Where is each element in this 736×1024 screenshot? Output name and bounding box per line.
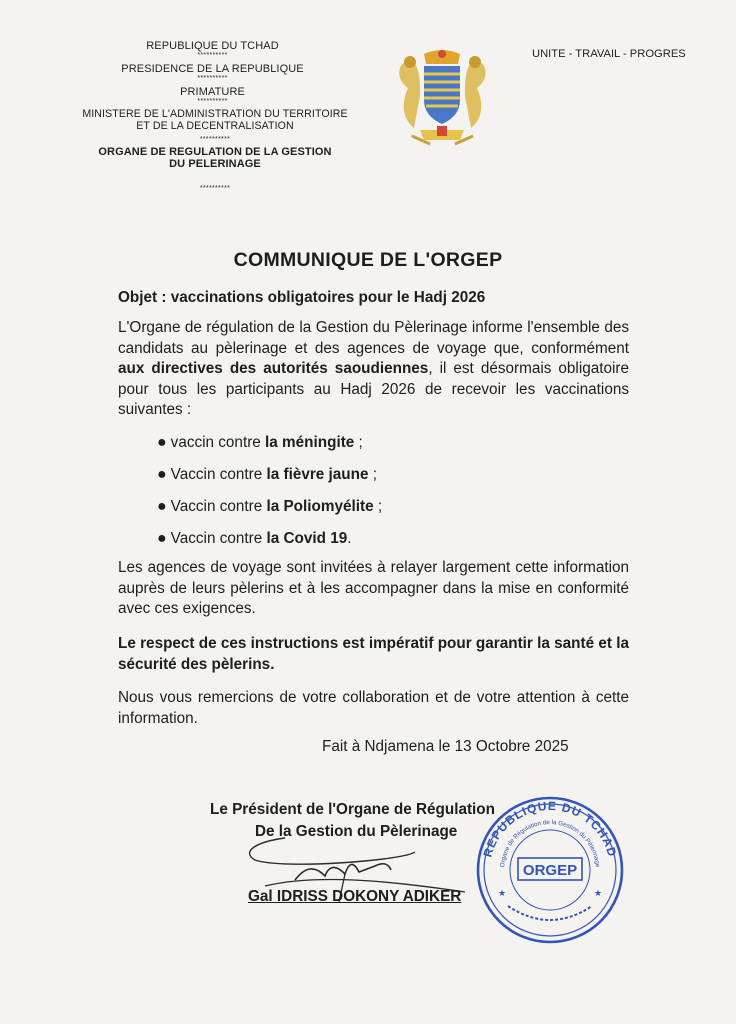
bullet-icon: ● bbox=[157, 466, 167, 483]
vaccine-suffix: . bbox=[347, 530, 352, 547]
bullet-icon: ● bbox=[157, 498, 167, 515]
stamp-inner-text bbox=[499, 819, 601, 868]
thanks-paragraph: Nous vous remercions de votre collaboration et de votre attention à cette information. bbox=[118, 689, 629, 727]
page-title: COMMUNIQUE DE L'ORGEP bbox=[233, 249, 503, 271]
imperative-paragraph: Le respect de ces instructions est impératif pour garantir la santé et la sécurité des pèlerins. bbox=[118, 635, 629, 673]
vaccine-suffix: ; bbox=[373, 498, 383, 515]
signatory-title: De la Gestion du Pèlerinage bbox=[255, 823, 458, 840]
header-ministry: MINISTERE DE L'ADMINISTRATION DU TERRITOIRE bbox=[82, 108, 348, 120]
header-motto: UNITE - TRAVAIL - PROGRES bbox=[532, 48, 686, 60]
header-separator: ********** bbox=[199, 185, 231, 192]
intro-emphasis: aux directives des autorités saoudiennes bbox=[118, 360, 429, 377]
intro-text: , il est désormais obligatoire pour tous les participants au Hadj 2026 de recevoir les vaccinations suivantes : bbox=[118, 360, 629, 418]
header-republic: REPUBLIQUE DU TCHAD bbox=[146, 40, 279, 52]
agencies-paragraph: Les agences de voyage sont invitées à relayer largement cette information auprès de leurs pèlerins et à les accompagner dans la mise en conformité avec ces exigences. bbox=[118, 559, 629, 617]
vaccine-prefix: Vaccin contre bbox=[170, 498, 267, 515]
vaccine-prefix: Vaccin contre bbox=[170, 530, 267, 547]
stamp-center-text: ORGEP bbox=[522, 862, 578, 879]
list-item bbox=[157, 498, 382, 530]
stamp-star: ★ bbox=[498, 889, 507, 899]
vaccine-prefix: Vaccin contre bbox=[170, 466, 267, 483]
bullet-icon: ● bbox=[157, 434, 167, 451]
subject-line: Objet : vaccinations obligatoires pour le Hadj 2026 bbox=[118, 289, 486, 306]
bullet-icon: ● bbox=[157, 530, 167, 547]
signatory-name: Gal IDRISS DOKONY ADIKER bbox=[248, 888, 462, 905]
header-organ: DU PELERINAGE bbox=[169, 158, 261, 170]
vaccine-name: la Covid 19 bbox=[266, 530, 348, 547]
list-item bbox=[157, 466, 382, 498]
vaccine-list bbox=[157, 434, 382, 562]
header-left bbox=[70, 40, 360, 193]
header-separator: ********** bbox=[197, 98, 228, 105]
official-stamp bbox=[474, 794, 626, 946]
signatory-title: Le Président de l'Organe de Régulation bbox=[210, 801, 495, 818]
header-organ: ORGANE DE REGULATION DE LA GESTION bbox=[98, 146, 332, 158]
header-separator: ********** bbox=[199, 136, 231, 143]
header-separator: ********** bbox=[197, 75, 228, 82]
date-line: Fait à Ndjamena le 13 Octobre 2025 bbox=[322, 738, 569, 755]
vaccine-suffix: ; bbox=[354, 434, 363, 451]
header-separator: ********** bbox=[197, 52, 228, 59]
header-primature: PRIMATURE bbox=[180, 86, 245, 98]
coat-of-arms-icon bbox=[390, 48, 495, 148]
vaccine-name: la méningite bbox=[265, 434, 355, 451]
intro-text: L'Organe de régulation de la Gestion du Pèlerinage informe l'ensemble des candidats au pèlerinage et des agences de voyage que, conformément bbox=[118, 319, 629, 357]
vaccine-name: la fièvre jaune bbox=[266, 466, 369, 483]
vaccine-name: la Poliomyélite bbox=[266, 498, 374, 515]
stamp-inner-path: Organe de Régulation de la Gestion du Pèlerinage bbox=[499, 818, 601, 868]
vaccine-suffix: ; bbox=[368, 466, 377, 483]
stamp-outer-text: REPUBLIQUE DU TCHAD bbox=[480, 798, 620, 859]
header-presidency: PRESIDENCE DE LA REPUBLIQUE bbox=[121, 63, 304, 75]
intro-paragraph bbox=[118, 318, 629, 421]
stamp-star: ★ bbox=[594, 889, 603, 899]
list-item bbox=[157, 434, 382, 466]
header-ministry: ET DE LA DECENTRALISATION bbox=[136, 120, 294, 132]
vaccine-prefix: vaccin contre bbox=[170, 434, 266, 451]
